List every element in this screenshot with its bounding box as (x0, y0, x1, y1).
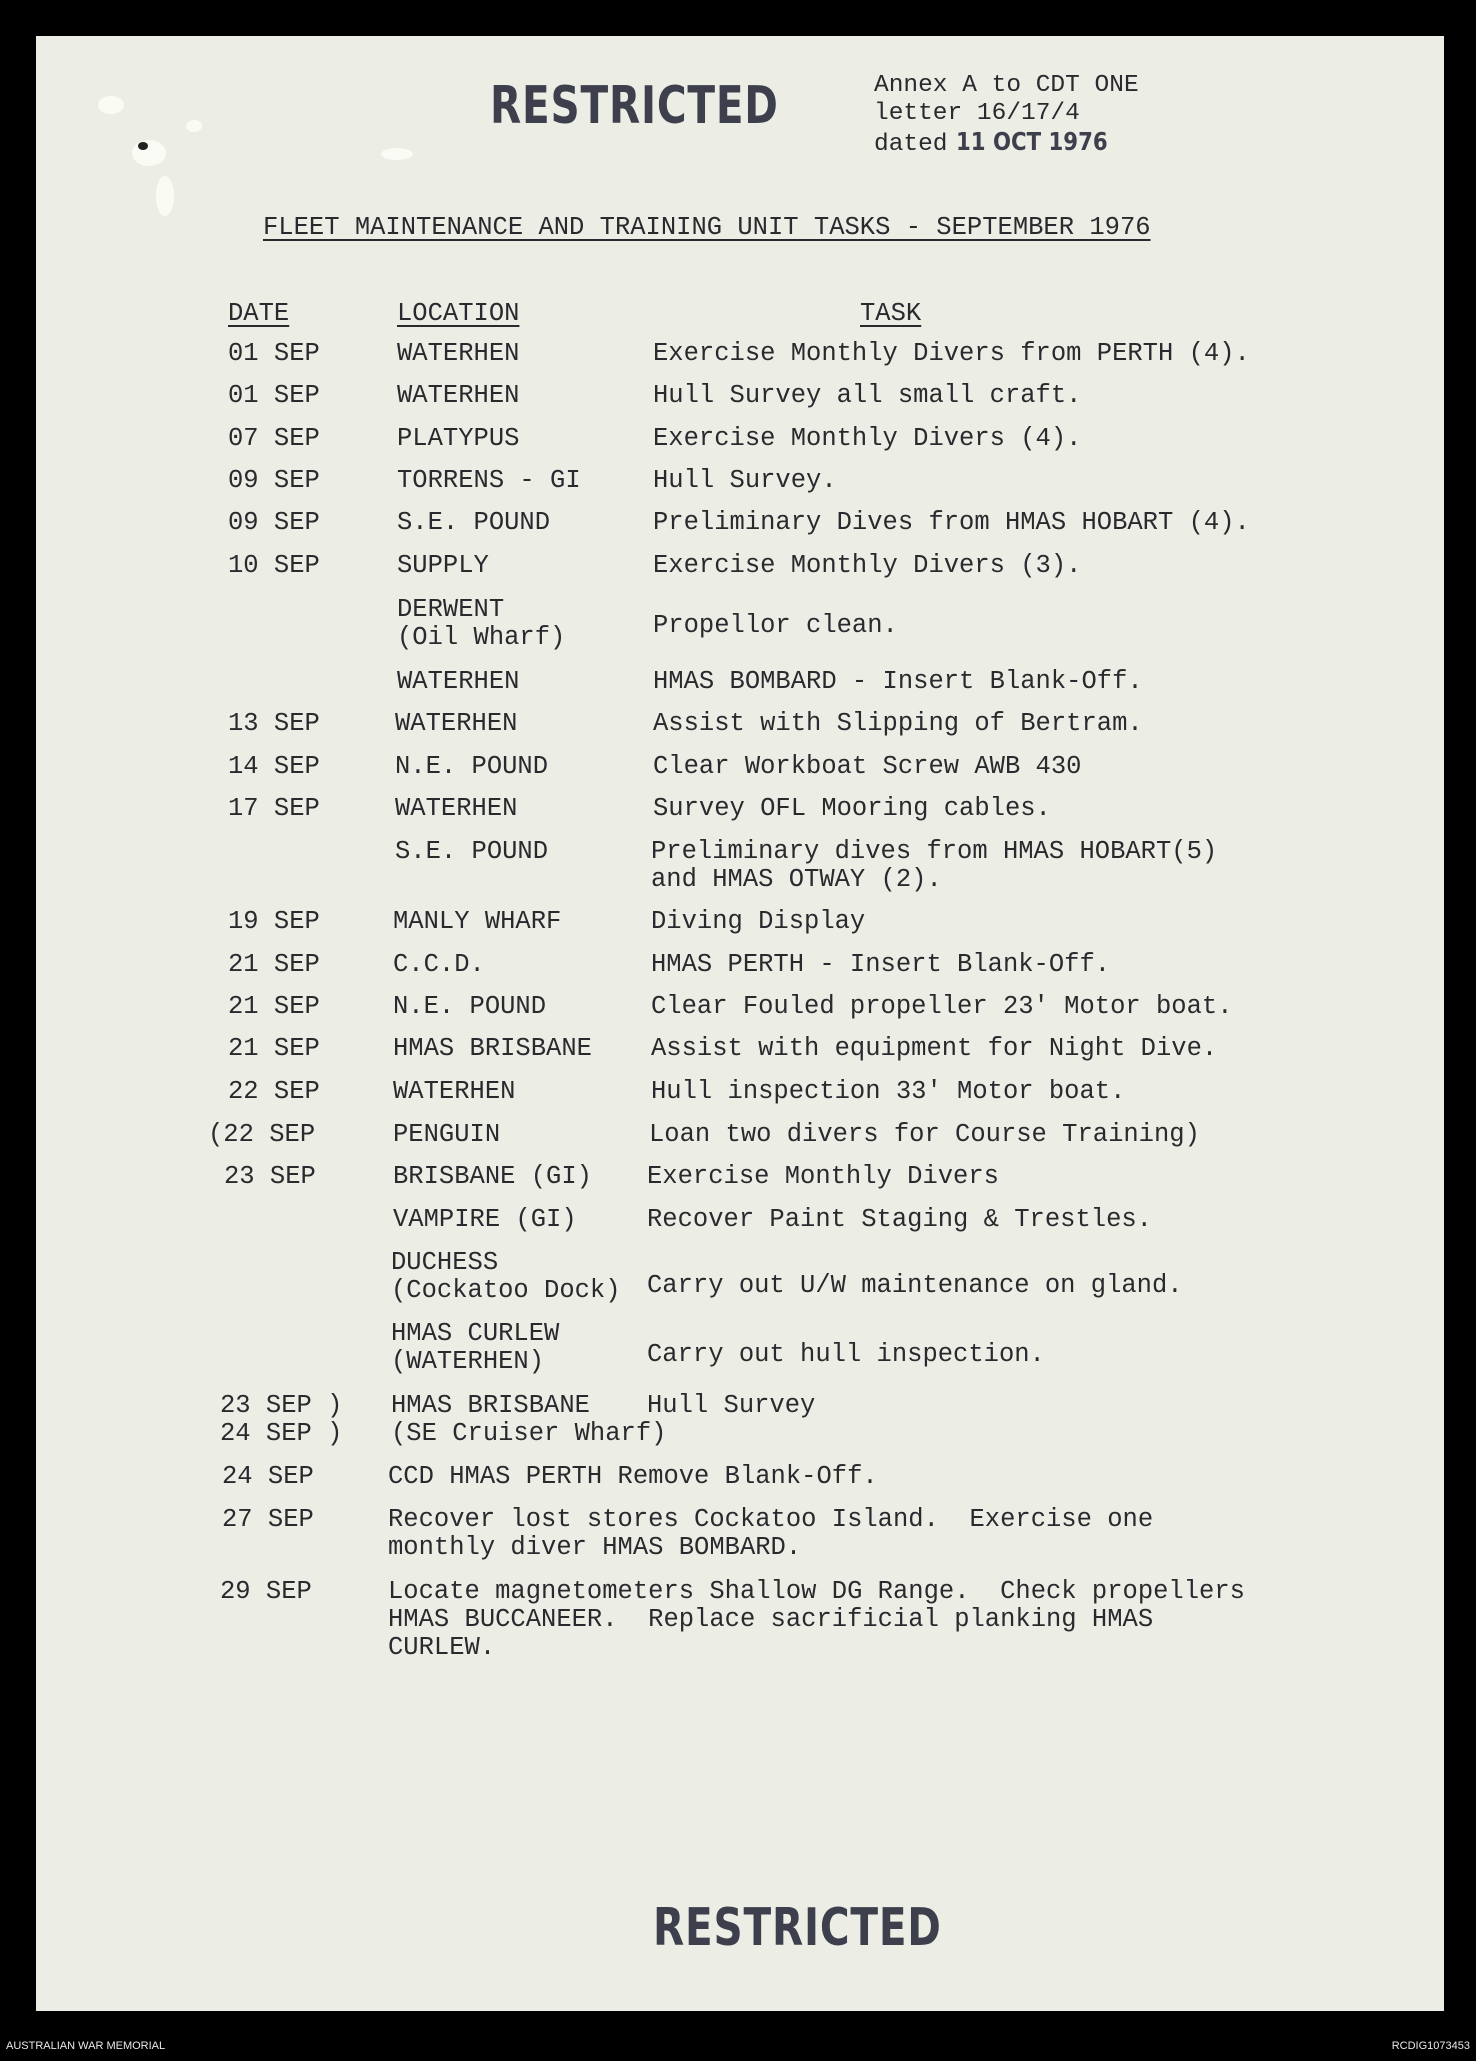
row-location: HMAS CURLEW (WATERHEN) (391, 1319, 560, 1376)
annex-line-3-prefix: dated (874, 131, 948, 158)
row-task: Hull Survey all small craft. (653, 381, 1082, 410)
row-task: Loan two divers for Course Training) (649, 1120, 1200, 1149)
row-task: Propellor clean. (653, 611, 898, 640)
row-location: S.E. POUND (397, 508, 551, 537)
row-date: 22 SEP (228, 1077, 320, 1106)
header-date: DATE (228, 299, 290, 328)
row-task: Exercise Monthly Divers from PERTH (4). (653, 339, 1250, 368)
header-task: TASK (860, 299, 922, 328)
row-task: Assist with Slipping of Bertram. (653, 709, 1143, 738)
date-stamp: 11 OCT 1976 (955, 127, 1108, 156)
row-location: HMAS BRISBANE (393, 1034, 592, 1063)
row-date: 21 SEP (228, 992, 320, 1021)
paper-blemish (381, 148, 413, 160)
row-task: HMAS BOMBARD - Insert Blank-Off. (653, 667, 1143, 696)
row-date: 19 SEP (228, 907, 320, 936)
row-location: S.E. POUND (395, 837, 549, 866)
row-task: Hull inspection 33' Motor boat. (651, 1077, 1126, 1106)
row-location: WATERHEN (397, 667, 520, 696)
row-task: Clear Workboat Screw AWB 430 (653, 752, 1082, 781)
row-task: Preliminary dives from HMAS HOBART(5) and HMAS OTWAY (2). (651, 837, 1218, 894)
row-task: Hull Survey. (653, 466, 837, 495)
ink-dot (138, 142, 148, 150)
row-date: 09 SEP (228, 508, 320, 537)
restricted-stamp-top: RESTRICTED (490, 76, 779, 136)
footer-id: RCDIG1073453 (1391, 2040, 1470, 2052)
annex-line-2: letter 16/17/4 (874, 100, 1080, 127)
row-location: TORRENS - GI (397, 466, 581, 495)
row-location: WATERHEN (397, 339, 520, 368)
row-location: PLATYPUS (397, 424, 520, 453)
footer-credit: AUSTRALIAN WAR MEMORIAL (6, 2040, 166, 2052)
row-location: WATERHEN (397, 381, 520, 410)
row-task: Exercise Monthly Divers (3). (653, 551, 1082, 580)
row-location: BRISBANE (GI) (393, 1162, 592, 1191)
row-task: Exercise Monthly Divers (4). (653, 424, 1082, 453)
row-task: Assist with equipment for Night Dive. (651, 1034, 1218, 1063)
row-task: Recover lost stores Cockatoo Island. Exercise one monthly diver HMAS BOMBARD. (388, 1505, 1154, 1562)
row-location: SUPPLY (397, 551, 489, 580)
row-date: 01 SEP (228, 339, 320, 368)
row-location: VAMPIRE (GI) (393, 1205, 577, 1234)
row-location: N.E. POUND (395, 752, 549, 781)
row-date: (22 SEP (208, 1120, 316, 1149)
row-date: 24 SEP (222, 1462, 314, 1491)
document-page (36, 36, 1444, 2011)
row-task: Exercise Monthly Divers (647, 1162, 999, 1191)
row-task: Survey OFL Mooring cables. (653, 794, 1051, 823)
row-date: 21 SEP (228, 1034, 320, 1063)
row-location: C.C.D. (393, 950, 485, 979)
row-date: 14 SEP (228, 752, 320, 781)
row-location: DUCHESS (Cockatoo Dock) (391, 1248, 621, 1305)
row-task: Preliminary Dives from HMAS HOBART (4). (653, 508, 1250, 537)
paper-blemish (156, 176, 174, 216)
row-date: 23 SEP ) 24 SEP ) (220, 1391, 343, 1448)
row-location: HMAS BRISBANE (SE Cruiser Wharf) (391, 1391, 667, 1448)
row-location: WATERHEN (393, 1077, 516, 1106)
header-location: LOCATION (397, 299, 520, 328)
row-location: DERWENT (Oil Wharf) (397, 595, 566, 652)
row-date: 23 SEP (224, 1162, 316, 1191)
row-task: CCD HMAS PERTH Remove Blank-Off. (388, 1462, 878, 1491)
row-location: WATERHEN (395, 794, 518, 823)
row-location: N.E. POUND (393, 992, 547, 1021)
paper-blemish (132, 140, 166, 166)
row-task: Diving Display (651, 907, 866, 936)
row-date: 27 SEP (222, 1505, 314, 1534)
row-task: Hull Survey (647, 1391, 816, 1420)
row-date: 17 SEP (228, 794, 320, 823)
restricted-stamp-bottom: RESTRICTED (653, 1898, 942, 1958)
annex-line-1: Annex A to CDT ONE (874, 72, 1139, 99)
row-task: Clear Fouled propeller 23' Motor boat. (651, 992, 1233, 1021)
row-location: PENGUIN (393, 1120, 501, 1149)
row-task: Locate magnetometers Shallow DG Range. Check propellers HMAS BUCCANEER. Replace sacrificial planking HMAS CURLEW. (388, 1577, 1245, 1662)
paper-blemish (186, 120, 202, 132)
row-date: 21 SEP (228, 950, 320, 979)
row-location: WATERHEN (395, 709, 518, 738)
row-location: MANLY WHARF (393, 907, 562, 936)
row-date: 13 SEP (228, 709, 320, 738)
paper-blemish (98, 96, 124, 114)
row-date: 01 SEP (228, 381, 320, 410)
row-task: HMAS PERTH - Insert Blank-Off. (651, 950, 1111, 979)
row-task: Recover Paint Staging & Trestles. (647, 1205, 1152, 1234)
row-date: 10 SEP (228, 551, 320, 580)
annex-reference (874, 72, 1139, 159)
row-date: 07 SEP (228, 424, 320, 453)
row-date: 29 SEP (220, 1577, 312, 1606)
row-task: Carry out U/W maintenance on gland. (647, 1271, 1183, 1300)
page-title: FLEET MAINTENANCE AND TRAINING UNIT TASKS - SEPTEMBER 1976 (263, 213, 1151, 242)
row-task: Carry out hull inspection. (647, 1340, 1045, 1369)
row-date: 09 SEP (228, 466, 320, 495)
